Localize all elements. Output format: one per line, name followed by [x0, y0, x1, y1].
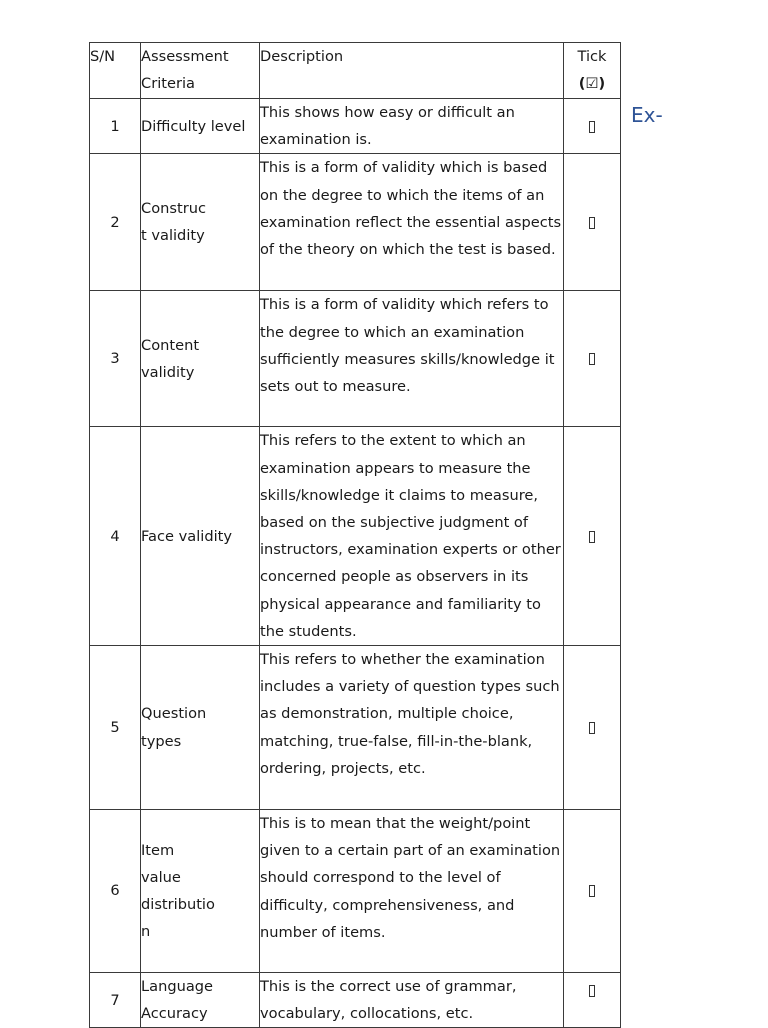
criteria-line: Difficulty level [141, 117, 246, 135]
row-criteria [141, 646, 260, 810]
side-note: Ex- [631, 103, 663, 127]
row-description: This is a form of validity which is based on the degree to which the items of an examination reflect the essential aspects of the theory on which the test is based. [260, 154, 564, 291]
criteria-line: Language [141, 978, 214, 996]
table-row [90, 810, 621, 973]
row-sn: 5 [90, 646, 141, 810]
row-criteria [141, 973, 260, 1028]
table-row [90, 99, 621, 154]
row-sn: 6 [90, 810, 141, 973]
row-description: This is to mean that the weight/point given to a certain part of an examination should correspond to the level of difficulty, comprehensiveness, and number of items. [260, 810, 564, 973]
header-tick [564, 43, 621, 99]
tick-cell[interactable] [564, 427, 621, 646]
table-row [90, 427, 621, 646]
row-description: This shows how easy or difficult an examination is. [260, 99, 564, 154]
header-criteria-line2: Criteria [141, 75, 195, 93]
row-criteria [141, 291, 260, 427]
checkbox-icon[interactable] [589, 885, 595, 897]
row-description: This refers to whether the examination includes a variety of question types such as demonstration, multiple choice, matching, true-false, fill-in-the-blank, ordering, projects, etc. [260, 646, 564, 810]
criteria-line: Question [141, 705, 207, 723]
tick-cell[interactable] [564, 291, 621, 427]
header-description: Description [260, 43, 564, 99]
checkbox-icon[interactable] [589, 217, 595, 229]
tick-cell[interactable] [564, 154, 621, 291]
table-row [90, 646, 621, 810]
checkbox-icon[interactable] [589, 722, 595, 734]
table-row [90, 291, 621, 427]
criteria-line: Accuracy [141, 1005, 208, 1023]
criteria-line: n [141, 923, 151, 941]
tick-cell[interactable] [564, 810, 621, 973]
criteria-line: Item [141, 841, 175, 859]
criteria-line: Construc [141, 200, 206, 218]
criteria-line: t validity [141, 227, 205, 245]
checkbox-icon[interactable] [589, 985, 595, 997]
row-description: This is the correct use of grammar, vocabulary, collocations, etc. [260, 973, 564, 1028]
criteria-line: distributio [141, 896, 215, 914]
criteria-line: value [141, 868, 181, 886]
row-sn: 4 [90, 427, 141, 646]
criteria-line: Content [141, 336, 200, 354]
row-sn: 7 [90, 973, 141, 1028]
row-criteria [141, 427, 260, 646]
assessment-table [89, 42, 621, 1028]
checkbox-icon[interactable] [589, 353, 595, 365]
table-header-row [90, 43, 621, 99]
row-sn: 2 [90, 154, 141, 291]
row-criteria [141, 154, 260, 291]
header-criteria-line1: Assessment [141, 48, 229, 65]
row-sn: 3 [90, 291, 141, 427]
checkbox-icon[interactable] [589, 531, 595, 543]
header-sn: S/N [90, 43, 141, 99]
table-row [90, 154, 621, 291]
tick-cell[interactable] [564, 973, 621, 1028]
row-criteria [141, 99, 260, 154]
row-description: This refers to the extent to which an examination appears to measure the skills/knowledge it claims to measure, based on the subjective judgment of instructors, examination experts or other concerned people as observers in its physical appearance and familiarity to the students. [260, 427, 564, 646]
checkbox-icon[interactable] [589, 121, 595, 133]
header-tick-line1: Tick [577, 48, 607, 65]
row-sn: 1 [90, 99, 141, 154]
criteria-line: Face validity [141, 527, 233, 545]
tick-cell[interactable] [564, 99, 621, 154]
row-description: This is a form of validity which refers to the degree to which an examination sufficiently measures skills/knowledge it sets out to measure. [260, 291, 564, 427]
criteria-line: validity [141, 363, 195, 381]
header-tick-line2: (☑) [578, 75, 606, 93]
table-row [90, 973, 621, 1028]
row-criteria [141, 810, 260, 973]
tick-cell[interactable] [564, 646, 621, 810]
header-criteria [141, 43, 260, 99]
criteria-line: types [141, 732, 182, 750]
